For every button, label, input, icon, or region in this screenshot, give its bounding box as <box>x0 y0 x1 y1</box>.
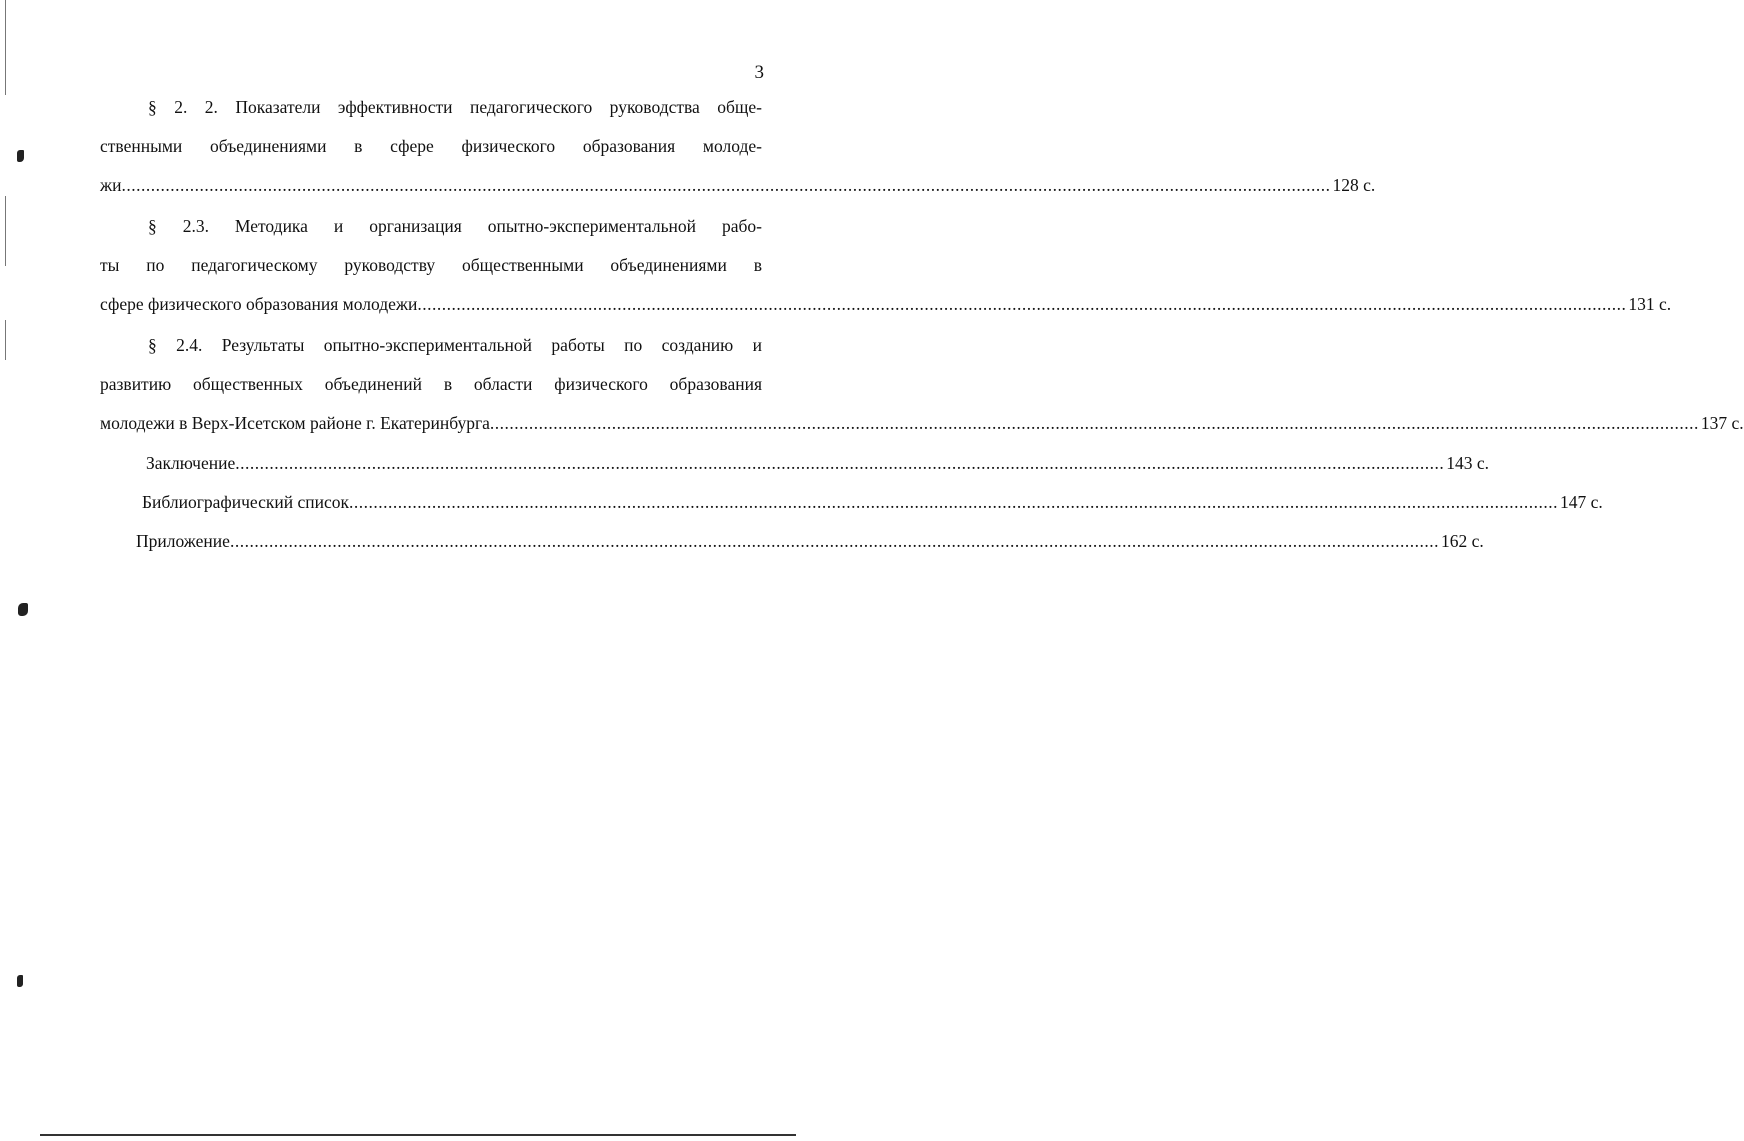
toc-entry-last-line <box>100 523 1484 560</box>
toc-entry-bibliography <box>100 484 1603 521</box>
toc-entry-text: молодежи в Верх-Исетском районе г. Екатеринбурга <box>100 413 490 433</box>
toc-page-number: 137 с. <box>1700 413 1744 433</box>
toc-entry-last-line <box>100 445 1490 482</box>
toc-entry-2-3 <box>100 207 1672 324</box>
toc-page-number: 147 с. <box>1560 492 1603 512</box>
toc-entry-line: ственными объединениями в сфере физического образования молоде- <box>100 136 762 156</box>
toc-entry-last-line <box>100 285 1672 324</box>
binder-hole-mark <box>17 150 24 162</box>
toc-entry-text: жи <box>100 175 122 195</box>
toc-entry-last-line <box>100 166 1376 205</box>
toc-page-number: 162 с. <box>1440 531 1484 551</box>
toc-entry-last-line <box>100 404 1744 443</box>
scan-margin-line <box>5 0 6 95</box>
toc-page-number: 143 с. <box>1446 453 1490 473</box>
toc-entry-2-4 <box>100 326 1744 443</box>
dot-leader: ........................................................................................................................................................................................................................................................ <box>349 492 1559 512</box>
scan-bottom-edge <box>40 1134 796 1136</box>
toc-entry-text: Заключение <box>146 453 236 473</box>
toc-entry-text: Библиографический список <box>142 492 350 512</box>
dot-leader: ........................................................................................................................................................................................................................................................ <box>229 531 1439 551</box>
toc-page-number: 128 с. <box>1332 175 1376 195</box>
binder-hole-mark <box>17 975 23 987</box>
dot-leader: ........................................................................................................................................................................................................................................................ <box>235 453 1445 473</box>
table-of-contents <box>100 88 1744 560</box>
toc-entry-last-line <box>100 484 1603 521</box>
toc-entry-appendix <box>100 523 1484 560</box>
scan-margin-line <box>5 320 6 360</box>
toc-entry-line: ты по педагогическому руководству общественными объединениями в <box>100 255 762 275</box>
toc-entry-text: сфере физического образования молодежи <box>100 294 418 314</box>
toc-entry-line: развитию общественных объединений в области физического образования <box>100 374 762 394</box>
binder-hole-mark <box>18 603 28 616</box>
toc-entry-line: § 2. 2. Показатели эффективности педагогического руководства обще- <box>148 97 762 117</box>
toc-entry-line: § 2.4. Результаты опытно-экспериментальной работы по созданию и <box>148 335 762 355</box>
page-number: 3 <box>754 62 764 83</box>
toc-entry-text: Приложение <box>136 531 230 551</box>
dot-leader: ........................................................................................................................................................................................................................................................ <box>121 175 1331 195</box>
dot-leader: ........................................................................................................................................................................................................................................................ <box>489 413 1699 433</box>
toc-entry-2-2 <box>100 88 1376 205</box>
toc-entry-conclusion <box>100 445 1490 482</box>
dot-leader: ........................................................................................................................................................................................................................................................ <box>417 294 1627 314</box>
scan-margin-line <box>5 196 6 266</box>
toc-entry-line: § 2.3. Методика и организация опытно-экспериментальной рабо- <box>148 216 762 236</box>
toc-page-number: 131 с. <box>1628 294 1672 314</box>
